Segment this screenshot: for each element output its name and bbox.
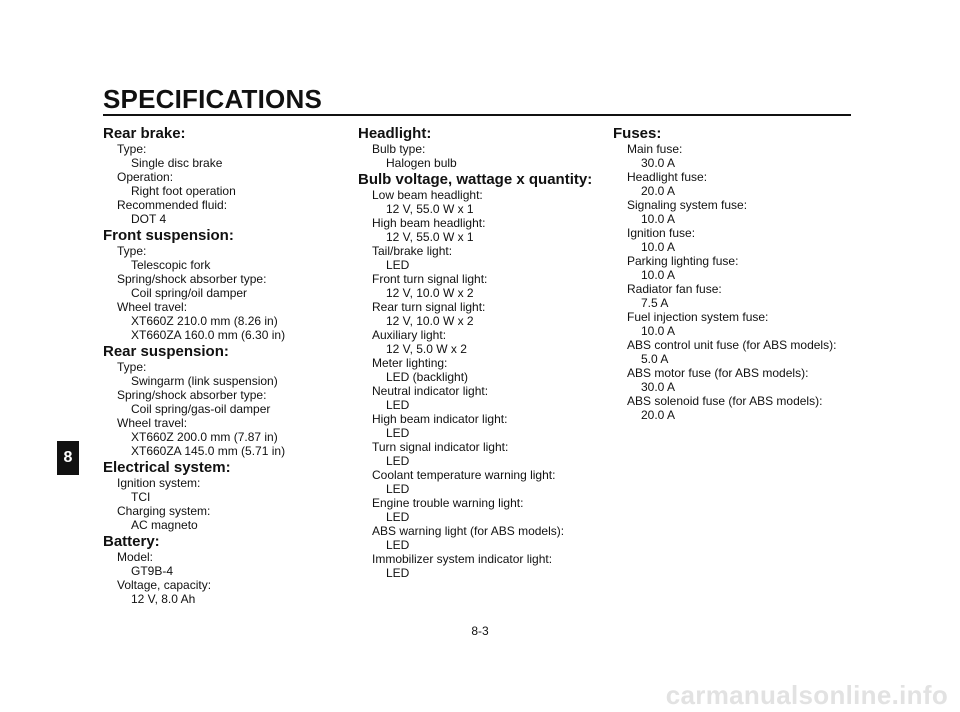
section-heading: Rear suspension: — [103, 343, 229, 360]
spec-value: LED — [386, 426, 410, 440]
spec-label: Charging system: — [117, 504, 211, 518]
spec-value: Halogen bulb — [386, 156, 457, 170]
spec-value: LED (backlight) — [386, 370, 469, 384]
spec-value: XT660ZA 145.0 mm (5.71 in) — [131, 444, 286, 458]
spec-label: Fuel injection system fuse: — [627, 310, 769, 324]
spec-label: Ignition system: — [117, 476, 201, 490]
section-heading: Battery: — [103, 533, 160, 550]
section-heading: Electrical system: — [103, 459, 231, 476]
spec-value: 10.0 A — [641, 268, 676, 282]
spec-label: Bulb type: — [372, 142, 426, 156]
spec-column-3 — [613, 124, 863, 422]
spec-value: 5.0 A — [641, 352, 669, 366]
spec-label: Recommended fluid: — [117, 198, 228, 212]
spec-label: Operation: — [117, 170, 174, 184]
spec-label: Engine trouble warning light: — [372, 496, 524, 510]
spec-label: Spring/shock absorber type: — [117, 388, 267, 402]
section-heading: Bulb voltage, wattage x quantity: — [358, 171, 593, 188]
spec-value: XT660Z 210.0 mm (8.26 in) — [131, 314, 278, 328]
watermark: carmanualsonline.info — [665, 680, 948, 710]
spec-label: ABS solenoid fuse (for ABS models): — [627, 394, 823, 408]
spec-value: LED — [386, 538, 410, 552]
spec-value: 10.0 A — [641, 240, 676, 254]
spec-column-1 — [103, 124, 353, 606]
spec-value: XT660ZA 160.0 mm (6.30 in) — [131, 328, 286, 342]
spec-value: Telescopic fork — [131, 258, 211, 272]
spec-label: Signaling system fuse: — [627, 198, 748, 212]
spec-label: Radiator fan fuse: — [627, 282, 722, 296]
spec-label: Low beam headlight: — [372, 188, 483, 202]
spec-value: 10.0 A — [641, 212, 676, 226]
spec-label: Wheel travel: — [117, 300, 188, 314]
spec-value: TCI — [131, 490, 151, 504]
spec-label: Headlight fuse: — [627, 170, 708, 184]
spec-value: 12 V, 8.0 Ah — [131, 592, 196, 606]
spec-value: 20.0 A — [641, 408, 676, 422]
spec-label: Ignition fuse: — [627, 226, 696, 240]
spec-label: ABS warning light (for ABS models): — [372, 524, 565, 538]
section-heading: Fuses: — [613, 125, 662, 142]
spec-label: Voltage, capacity: — [117, 578, 212, 592]
spec-label: Rear turn signal light: — [372, 300, 486, 314]
spec-value: 10.0 A — [641, 324, 676, 338]
spec-value: LED — [386, 454, 410, 468]
spec-label: High beam indicator light: — [372, 412, 508, 426]
page-title: SPECIFICATIONS — [103, 84, 323, 114]
spec-label: Type: — [117, 142, 147, 156]
spec-label: Type: — [117, 244, 147, 258]
section-heading: Front suspension: — [103, 227, 234, 244]
spec-value: LED — [386, 398, 410, 412]
spec-value: 12 V, 55.0 W x 1 — [386, 202, 474, 216]
spec-value: LED — [386, 482, 410, 496]
page-number: 8-3 — [471, 624, 489, 638]
spec-value: 12 V, 10.0 W x 2 — [386, 314, 474, 328]
spec-value: Right foot operation — [131, 184, 236, 198]
spec-label: Immobilizer system indicator light: — [372, 552, 553, 566]
spec-label: Neutral indicator light: — [372, 384, 489, 398]
spec-value: Coil spring/gas-oil damper — [131, 402, 271, 416]
spec-label: Spring/shock absorber type: — [117, 272, 267, 286]
spec-value: 30.0 A — [641, 156, 676, 170]
spec-value: XT660Z 200.0 mm (7.87 in) — [131, 430, 278, 444]
spec-value: DOT 4 — [131, 212, 167, 226]
spec-label: Turn signal indicator light: — [372, 440, 509, 454]
chapter-tab: 8 — [57, 441, 79, 475]
spec-label: Main fuse: — [627, 142, 683, 156]
spec-label: Model: — [117, 550, 154, 564]
spec-value: 12 V, 10.0 W x 2 — [386, 286, 474, 300]
spec-value: 20.0 A — [641, 184, 676, 198]
spec-label: Auxiliary light: — [372, 328, 447, 342]
spec-value: 12 V, 55.0 W x 1 — [386, 230, 474, 244]
spec-value: LED — [386, 510, 410, 524]
spec-label: ABS control unit fuse (for ABS models): — [627, 338, 837, 352]
spec-value: Single disc brake — [131, 156, 223, 170]
spec-value: 30.0 A — [641, 380, 676, 394]
spec-column-2 — [358, 124, 608, 580]
spec-label: Front turn signal light: — [372, 272, 488, 286]
title-rule — [103, 114, 851, 116]
spec-label: Meter lighting: — [372, 356, 448, 370]
spec-label: Parking lighting fuse: — [627, 254, 739, 268]
spec-value: AC magneto — [131, 518, 198, 532]
spec-label: Wheel travel: — [117, 416, 188, 430]
section-heading: Headlight: — [358, 125, 432, 142]
spec-label: Coolant temperature warning light: — [372, 468, 556, 482]
section-heading: Rear brake: — [103, 125, 186, 142]
spec-label: Type: — [117, 360, 147, 374]
spec-value: GT9B-4 — [131, 564, 174, 578]
spec-value: Swingarm (link suspension) — [131, 374, 278, 388]
spec-value: LED — [386, 566, 410, 580]
spec-value: Coil spring/oil damper — [131, 286, 248, 300]
spec-label: ABS motor fuse (for ABS models): — [627, 366, 809, 380]
spec-label: High beam headlight: — [372, 216, 486, 230]
spec-value: LED — [386, 258, 410, 272]
spec-label: Tail/brake light: — [372, 244, 453, 258]
spec-value: 7.5 A — [641, 296, 669, 310]
spec-value: 12 V, 5.0 W x 2 — [386, 342, 467, 356]
